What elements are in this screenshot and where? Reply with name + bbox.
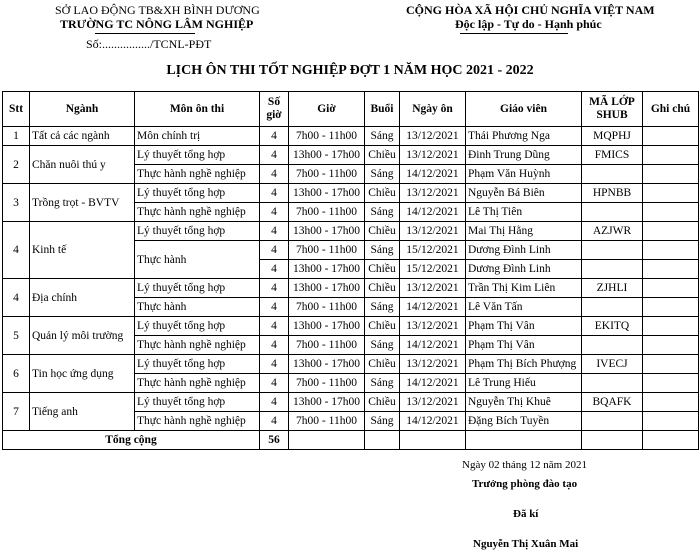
- subject-cell: Thực hành nghề nghiệp: [135, 165, 260, 184]
- teacher-cell: Đặng Bích Tuyền: [466, 412, 582, 431]
- schedule-table: [2, 91, 699, 450]
- class-code-empty: [582, 374, 643, 393]
- session-cell: Sáng: [365, 374, 400, 393]
- col-so-gio-header: Số giờ: [260, 92, 289, 127]
- country-name: CỘNG HÒA XÃ HỘI CHỦ NGHĨA VIỆT NAM: [406, 3, 655, 17]
- note-cell: [643, 355, 699, 374]
- note-cell: [643, 184, 699, 203]
- hours-cell: 4: [260, 317, 289, 336]
- session-cell: Chiều: [365, 146, 400, 165]
- total-empty-cell: [400, 431, 466, 450]
- subject-cell: Thực hành: [135, 241, 260, 279]
- class-code-empty: [582, 203, 643, 222]
- col-gio-header: Giờ: [289, 92, 365, 127]
- time-cell: 13h00 - 17h00: [289, 222, 365, 241]
- table-row: [3, 279, 699, 298]
- subject-cell: Lý thuyết tổng hợp: [135, 184, 260, 203]
- class-code-cell: HPNBB: [582, 184, 643, 203]
- subject-cell: Môn chính trị: [135, 127, 260, 146]
- stt-cell: 4: [3, 222, 30, 279]
- teacher-cell: Lê Trung Hiếu: [466, 374, 582, 393]
- note-cell: [643, 165, 699, 184]
- total-label: Tổng cộng: [3, 431, 260, 450]
- time-cell: 13h00 - 17h00: [289, 146, 365, 165]
- subject-cell: Thực hành nghề nghiệp: [135, 374, 260, 393]
- hours-cell: 4: [260, 184, 289, 203]
- subject-cell: Lý thuyết tổng hợp: [135, 393, 260, 412]
- major-cell: Chăn nuôi thú y: [30, 146, 135, 184]
- session-cell: Sáng: [365, 298, 400, 317]
- stt-cell: 7: [3, 393, 30, 431]
- subject-cell: Lý thuyết tổng hợp: [135, 355, 260, 374]
- stt-cell: 6: [3, 355, 30, 393]
- time-cell: 13h00 - 17h00: [289, 184, 365, 203]
- teacher-cell: Dương Đình Linh: [466, 241, 582, 260]
- document-number: Số:................/TCNL-PĐT: [86, 37, 212, 51]
- time-cell: 7h00 - 11h00: [289, 127, 365, 146]
- hours-cell: 4: [260, 146, 289, 165]
- school-underline: [95, 33, 195, 34]
- table-body: [3, 127, 699, 450]
- signature-status: Đã kí: [513, 508, 539, 520]
- col-nganh-header: Ngành: [30, 92, 135, 127]
- subject-cell: Thực hành nghề nghiệp: [135, 336, 260, 355]
- date-cell: 13/12/2021: [400, 184, 466, 203]
- date-cell: 13/12/2021: [400, 222, 466, 241]
- date-cell: 14/12/2021: [400, 298, 466, 317]
- col-mon-header: Môn ôn thi: [135, 92, 260, 127]
- hours-cell: 4: [260, 241, 289, 260]
- date-cell: 14/12/2021: [400, 374, 466, 393]
- time-cell: 13h00 - 17h00: [289, 393, 365, 412]
- note-cell: [643, 241, 699, 260]
- time-cell: 7h00 - 11h00: [289, 165, 365, 184]
- subject-cell: Thực hành nghề nghiệp: [135, 203, 260, 222]
- time-cell: 7h00 - 11h00: [289, 241, 365, 260]
- date-cell: 14/12/2021: [400, 412, 466, 431]
- hours-cell: 4: [260, 260, 289, 279]
- date-cell: 14/12/2021: [400, 336, 466, 355]
- class-code-cell: EKITQ: [582, 317, 643, 336]
- total-empty-cell: [643, 431, 699, 450]
- note-cell: [643, 336, 699, 355]
- class-code-empty: [582, 260, 643, 279]
- session-cell: Sáng: [365, 203, 400, 222]
- class-code-cell: AZJWR: [582, 222, 643, 241]
- class-code-cell: BQAFK: [582, 393, 643, 412]
- note-cell: [643, 127, 699, 146]
- signature-name: Nguyễn Thị Xuân Mai: [473, 538, 579, 550]
- motto: Độc lập - Tự do - Hạnh phúc: [455, 17, 602, 31]
- major-cell: Trồng trọt - BVTV: [30, 184, 135, 222]
- date-cell: 15/12/2021: [400, 260, 466, 279]
- time-cell: 13h00 - 17h00: [289, 317, 365, 336]
- teacher-cell: Phạm Thị Bích Phượng: [466, 355, 582, 374]
- date-cell: 14/12/2021: [400, 203, 466, 222]
- hours-cell: 4: [260, 222, 289, 241]
- note-cell: [643, 146, 699, 165]
- hours-cell: 4: [260, 336, 289, 355]
- time-cell: 7h00 - 11h00: [289, 203, 365, 222]
- hours-cell: 4: [260, 412, 289, 431]
- subject-cell: Lý thuyết tổng hợp: [135, 317, 260, 336]
- class-code-empty: [582, 298, 643, 317]
- major-cell: Địa chính: [30, 279, 135, 317]
- note-cell: [643, 279, 699, 298]
- hours-cell: 4: [260, 279, 289, 298]
- col-ghi-chu-header: Ghi chú: [643, 92, 699, 127]
- motto-underline: [460, 33, 568, 34]
- hours-cell: 4: [260, 298, 289, 317]
- table-row: [3, 393, 699, 412]
- date-cell: 15/12/2021: [400, 241, 466, 260]
- time-cell: 7h00 - 11h00: [289, 412, 365, 431]
- session-cell: Chiều: [365, 317, 400, 336]
- teacher-cell: Mai Thị Hằng: [466, 222, 582, 241]
- teacher-cell: Trần Thị Kim Liên: [466, 279, 582, 298]
- class-code-cell: IVECJ: [582, 355, 643, 374]
- major-cell: Quản lý môi trường: [30, 317, 135, 355]
- agency-name: SỞ LAO ĐỘNG TB&XH BÌNH DƯƠNG: [55, 3, 260, 17]
- time-cell: 7h00 - 11h00: [289, 298, 365, 317]
- date-cell: 13/12/2021: [400, 393, 466, 412]
- note-cell: [643, 298, 699, 317]
- table-row: [3, 317, 699, 336]
- date-cell: 13/12/2021: [400, 127, 466, 146]
- session-cell: Chiều: [365, 355, 400, 374]
- hours-cell: 4: [260, 355, 289, 374]
- session-cell: Chiều: [365, 393, 400, 412]
- time-cell: 13h00 - 17h00: [289, 260, 365, 279]
- hours-cell: 4: [260, 165, 289, 184]
- session-cell: Chiều: [365, 184, 400, 203]
- note-cell: [643, 222, 699, 241]
- note-cell: [643, 412, 699, 431]
- stt-cell: 4: [3, 279, 30, 317]
- teacher-cell: Dương Đình Linh: [466, 260, 582, 279]
- subject-cell: Lý thuyết tổng hợp: [135, 279, 260, 298]
- hours-cell: 4: [260, 374, 289, 393]
- school-name: TRƯỜNG TC NÔNG LÂM NGHIỆP: [60, 17, 254, 31]
- total-row: [3, 431, 699, 450]
- session-cell: Sáng: [365, 241, 400, 260]
- teacher-cell: Nguyễn Thị Khuê: [466, 393, 582, 412]
- note-cell: [643, 374, 699, 393]
- class-code-empty: [582, 241, 643, 260]
- class-code-cell: MQPHJ: [582, 127, 643, 146]
- session-cell: Sáng: [365, 336, 400, 355]
- stt-cell: 1: [3, 127, 30, 146]
- signature-date: Ngày 02 tháng 12 năm 2021: [462, 459, 587, 471]
- session-cell: Sáng: [365, 127, 400, 146]
- hours-cell: 4: [260, 127, 289, 146]
- note-cell: [643, 203, 699, 222]
- stt-cell: 2: [3, 146, 30, 184]
- date-cell: 13/12/2021: [400, 279, 466, 298]
- class-code-empty: [582, 336, 643, 355]
- class-code-empty: [582, 412, 643, 431]
- time-cell: 7h00 - 11h00: [289, 374, 365, 393]
- major-cell: Tất cả các ngành: [30, 127, 135, 146]
- session-cell: Chiều: [365, 279, 400, 298]
- session-cell: Chiều: [365, 260, 400, 279]
- table-row: [3, 355, 699, 374]
- teacher-cell: Nguyễn Bá Biên: [466, 184, 582, 203]
- table-row: [3, 146, 699, 165]
- total-value: 56: [260, 431, 289, 450]
- session-cell: Chiều: [365, 222, 400, 241]
- table-header-row: [3, 92, 699, 127]
- subject-cell: Thực hành nghề nghiệp: [135, 412, 260, 431]
- date-cell: 13/12/2021: [400, 317, 466, 336]
- major-cell: Kinh tế: [30, 222, 135, 279]
- time-cell: 13h00 - 17h00: [289, 355, 365, 374]
- page-title: LỊCH ÔN THI TỐT NGHIỆP ĐỢT 1 NĂM HỌC 2021 - 2022: [166, 63, 534, 78]
- col-giao-vien-header: Giáo viên: [466, 92, 582, 127]
- total-empty-cell: [466, 431, 582, 450]
- session-cell: Sáng: [365, 412, 400, 431]
- table-row: [3, 222, 699, 241]
- hours-cell: 4: [260, 393, 289, 412]
- session-cell: Sáng: [365, 165, 400, 184]
- note-cell: [643, 260, 699, 279]
- table-row: [3, 127, 699, 146]
- class-code-cell: FMICS: [582, 146, 643, 165]
- subject-cell: Lý thuyết tổng hợp: [135, 146, 260, 165]
- teacher-cell: Phạm Thị Vân: [466, 317, 582, 336]
- date-cell: 13/12/2021: [400, 355, 466, 374]
- col-ngay-header: Ngày ôn: [400, 92, 466, 127]
- teacher-cell: Lê Văn Tấn: [466, 298, 582, 317]
- time-cell: 7h00 - 11h00: [289, 336, 365, 355]
- date-cell: 13/12/2021: [400, 146, 466, 165]
- note-cell: [643, 393, 699, 412]
- total-empty-cell: [365, 431, 400, 450]
- stt-cell: 3: [3, 184, 30, 222]
- subject-cell: Lý thuyết tổng hợp: [135, 222, 260, 241]
- total-empty-cell: [582, 431, 643, 450]
- total-empty-cell: [289, 431, 365, 450]
- col-buoi-header: Buổi: [365, 92, 400, 127]
- major-cell: Tin học ứng dụng: [30, 355, 135, 393]
- class-code-cell: ZJHLI: [582, 279, 643, 298]
- teacher-cell: Thái Phương Nga: [466, 127, 582, 146]
- teacher-cell: Phạm Văn Huỳnh: [466, 165, 582, 184]
- major-cell: Tiếng anh: [30, 393, 135, 431]
- note-cell: [643, 317, 699, 336]
- table-row: [3, 184, 699, 203]
- teacher-cell: Phạm Thị Vân: [466, 336, 582, 355]
- teacher-cell: Đinh Trung Dũng: [466, 146, 582, 165]
- teacher-cell: Lê Thị Tiên: [466, 203, 582, 222]
- class-code-empty: [582, 165, 643, 184]
- col-stt-header: Stt: [3, 92, 30, 127]
- signature-role: Trưởng phòng đào tạo: [472, 478, 578, 490]
- stt-cell: 5: [3, 317, 30, 355]
- date-cell: 14/12/2021: [400, 165, 466, 184]
- col-ma-lop-header: MÃ LỚP SHUB: [582, 92, 643, 127]
- hours-cell: 4: [260, 203, 289, 222]
- subject-cell: Thực hành: [135, 298, 260, 317]
- time-cell: 13h00 - 17h00: [289, 279, 365, 298]
